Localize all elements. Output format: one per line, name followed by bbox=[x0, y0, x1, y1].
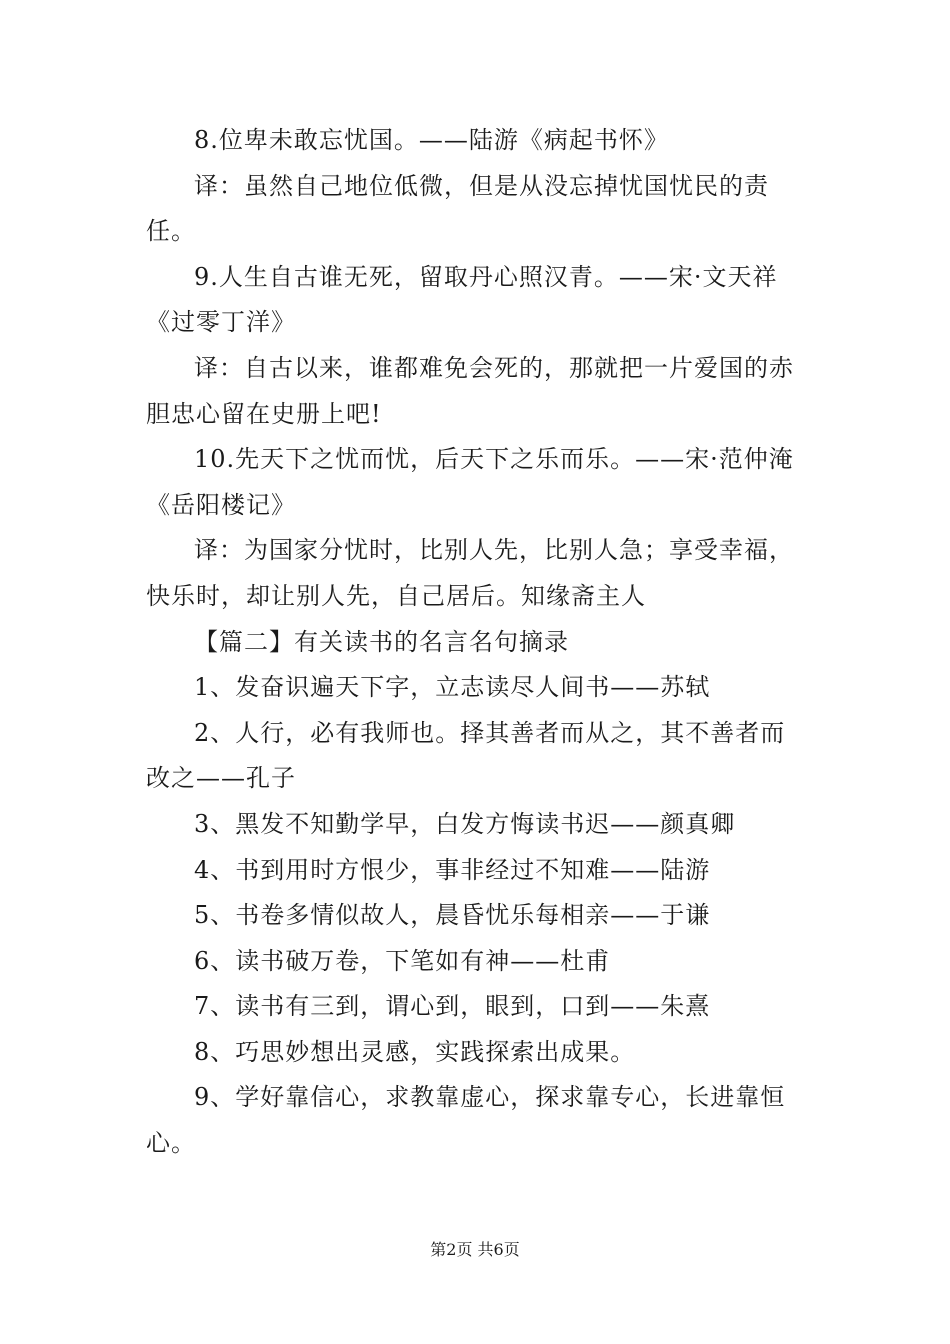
reading-quote-1: 1、发奋识遍天下字，立志读尽人间书——苏轼 bbox=[194, 673, 711, 702]
translation-9: 译：自古以来，谁都难免会死的，那就把一片爱国的赤胆忠心留在史册上吧! bbox=[146, 353, 794, 428]
reading-quote-5: 5、书卷多情似故人，晨昏忧乐每相亲——于谦 bbox=[194, 901, 711, 930]
translation-10: 译：为国家分忧时，比别人先，比别人急；享受幸福，快乐时，却让别人先，自己居后。知缘斋主人 bbox=[146, 536, 794, 610]
translation-8: 译：虽然自己地位低微，但是从没忘掉忧国忧民的责任。 bbox=[146, 171, 769, 246]
quote-9-patriotism: 9.人生自古谁无死，留取丹心照汉青。——宋·文天祥《过零丁洋》 bbox=[146, 262, 778, 337]
reading-quote-8: 8、巧思妙想出灵感，实践探索出成果。 bbox=[194, 1037, 636, 1066]
reading-quote-3: 3、黑发不知勤学早，白发方悔读书迟——颜真卿 bbox=[194, 809, 736, 838]
reading-quote-2: 2、人行，必有我师也。择其善者而从之，其不善者而改之——孔子 bbox=[146, 718, 786, 793]
quote-10-patriotism: 10.先天下之忧而忧，后天下之乐而乐。——宋·范仲淹《岳阳楼记》 bbox=[146, 445, 794, 519]
quote-8-patriotism: 8.位卑未敢忘忧国。——陆游《病起书怀》 bbox=[194, 126, 669, 154]
reading-quote-4: 4、书到用时方恨少，事非经过不知难——陆游 bbox=[194, 855, 711, 884]
reading-quote-6: 6、读书破万卷，下笔如有神——杜甫 bbox=[194, 946, 611, 975]
reading-quote-9: 9、学好靠信心，求教靠虚心，探求靠专心，长进靠恒心。 bbox=[146, 1083, 786, 1158]
reading-quote-7: 7、读书有三到，谓心到，眼到，口到——朱熹 bbox=[194, 992, 711, 1021]
section-heading: 【篇二】有关读书的名言名句摘录 bbox=[194, 627, 569, 656]
page-number-footer: 第2页 共6页 bbox=[430, 1240, 520, 1259]
document-body bbox=[146, 118, 806, 1167]
